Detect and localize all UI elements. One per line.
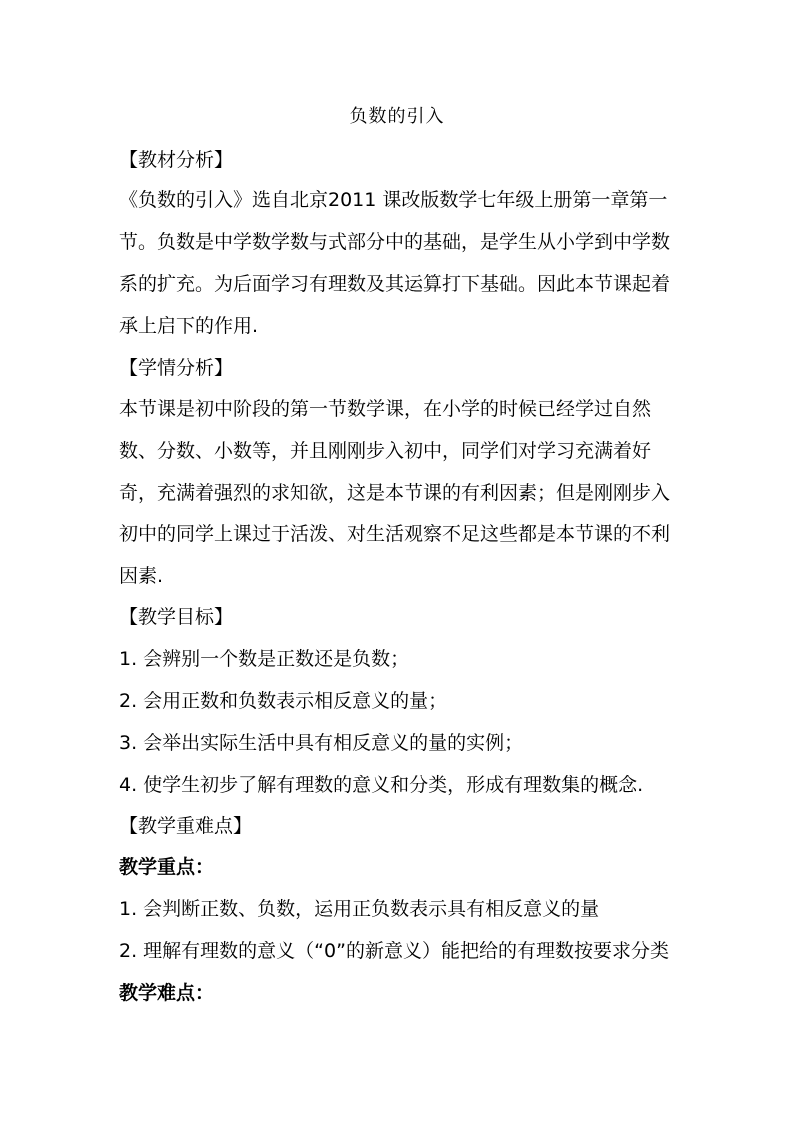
paragraph-line: 《负数的引入》选自北京2011 课改版数学七年级上册第一章第一 [119,189,668,211]
paragraph-line: 初中的同学上课过于活泼、对生活观察不足这些都是本节课的不利 [119,523,671,545]
document-title: 负数的引入 [349,106,445,127]
paragraph-line: 因素. [119,565,164,587]
paragraph-line: 系的扩充。为后面学习有理数及其运算打下基础。因此本节课起着 [119,273,671,295]
goal-item: 4. 使学生初步了解有理数的意义和分类，形成有理数集的概念. [119,774,644,796]
paragraph-line: 本节课是初中阶段的第一节数学课，在小学的时候已经学过自然 [119,398,652,420]
section-heading-textbook-analysis: 【教材分析】 [119,149,234,171]
paragraph-line: 奇，充满着强烈的求知欲，这是本节课的有利因素；但是刚刚步入 [119,482,671,504]
section-heading-key-points: 【教学重难点】 [119,815,253,837]
paragraph-line: 数、分数、小数等，并且刚刚步入初中，同学们对学习充满着好 [119,440,652,462]
focus-label: 教学重点： [119,856,215,878]
section-heading-student-analysis: 【学情分析】 [119,357,234,379]
focus-item: 2. 理解有理数的意义（“0”的新意义）能把给的有理数按要求分类 [119,940,669,962]
paragraph-line: 节。负数是中学数学数与式部分中的基础，是学生从小学到中学数 [119,231,671,253]
goal-item: 1. 会辨别一个数是正数还是负数； [119,648,410,670]
difficulty-label: 教学难点： [119,982,215,1004]
focus-item: 1. 会判断正数、负数，运用正负数表示具有相反意义的量 [119,898,600,920]
section-heading-teaching-goals: 【教学目标】 [119,606,234,628]
paragraph-line: 承上启下的作用. [119,315,259,337]
goal-item: 2. 会用正数和负数表示相反意义的量； [119,690,448,712]
goal-item: 3. 会举出实际生活中具有相反意义的量的实例； [119,732,524,754]
